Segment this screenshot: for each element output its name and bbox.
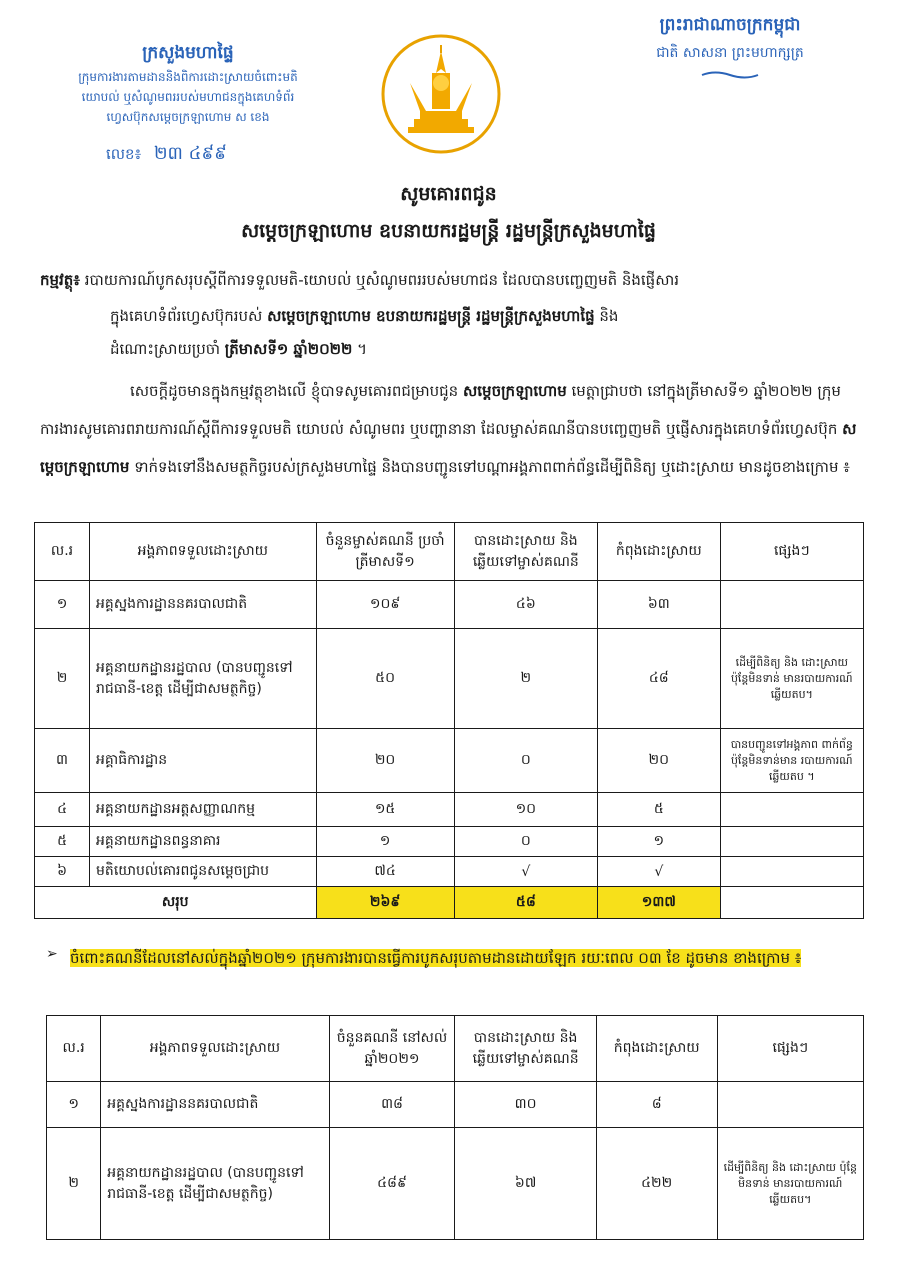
table-row [35, 629, 864, 729]
bullet-paragraph [70, 942, 870, 974]
col-pending: កំពុងដោះស្រាយ [598, 523, 721, 581]
body-text-1: សេចក្តីដូចមានក្នុងកម្មវត្ថុខាងលើ ខ្ញុំបាទសូមគោរពជម្រាបជូន [130, 382, 459, 400]
table-row [35, 729, 864, 793]
cell-accounts: ១០៩ [316, 581, 454, 629]
cell-resolved: ៣០ [455, 1082, 596, 1128]
cell-unit: អគ្គនាយកដ្ឋានរដ្ឋបាល (បានបញ្ជូនទៅរាជធានី-ខេត្ត ដើម្បីជាសមត្ថកិច្ច) [101, 1128, 329, 1240]
ministry-sub-3: ហ្វេសប៊ុកសម្តេចក្រឡាហោម ស ខេង [106, 110, 270, 124]
ministry-sub-2: យោបល់ ឬសំណូមពររបស់មហាជនក្នុងគេហទំព័រ [81, 90, 295, 104]
cell-resolved: ០ [454, 827, 597, 857]
ref-label: លេខ៖ [106, 145, 142, 163]
bullet-text: ចំពោះគណនីដែលនៅសល់ក្នុងឆ្នាំ២០២១ ក្រុមការងារបានធ្វើការបូកសរុបតាមដានដោយឡែក រយៈពេល ០៣ ខែ ដូចមាន ខាងក្រោម ៖ [70, 949, 802, 967]
cell-unit: មតិយោបល់គោរពជូនសម្តេចជ្រាប [90, 857, 316, 887]
col-no: ល.រ [35, 523, 90, 581]
table-row [47, 1128, 864, 1240]
col-other: ផ្សេងៗ [717, 1016, 863, 1082]
col-unit: អង្គភាពទទួលដោះស្រាយ [90, 523, 316, 581]
subject-line-3b: ត្រីមាសទី១ ឆ្នាំ២០២២ [224, 340, 353, 358]
cell-unit: អគ្គនាយកដ្ឋានពន្ធនាគារ [90, 827, 316, 857]
col-no: ល.រ [47, 1016, 101, 1082]
total-label: សរុប [35, 887, 317, 919]
subject-block [40, 262, 860, 364]
body-text-2: មេត្តាជ្រាបថា នៅក្នុងត្រីមាសទី១ ឆ្នាំ២០២២ ក្រុមការងារសូមគោរពរាយការណ៍ស្តីពីការទទួលមតិ យោបល់ សំណូមពរ ឬបញ្ហានានា ដែលម្ចាស់គណនីបានបញ្ចេញមតិ ឬផ្ញើសារក្នុងគេហទំព័រហ្វេសប៊ុក [40, 382, 841, 438]
table-header-row [47, 1016, 864, 1082]
cell-other: ដើម្បីពិនិត្យ និង ដោះស្រាយ ប៉ុន្តែមិនទាន់ មានរបាយការណ៍ឆ្លើយតប។ [717, 1128, 863, 1240]
kingdom-header [600, 14, 860, 80]
cell-pending: ៥ [598, 793, 721, 827]
subject-line-2c: និង [594, 307, 619, 325]
cell-unit: អគ្គាធិការដ្ឋាន [90, 729, 316, 793]
cell-pending: ១ [598, 827, 721, 857]
subject-line-2a: ក្នុងគេហទំព័រហ្វេសប៊ុករបស់ [110, 307, 268, 325]
body-bold-1: សម្តេចក្រឡាហោម [463, 382, 567, 400]
cell-pending: ៨ [596, 1082, 717, 1128]
cell-accounts: ១៥ [316, 793, 454, 827]
cell-unit: អគ្គនាយកដ្ឋានអត្តសញ្ញាណកម្ម [90, 793, 316, 827]
cell-pending: ៤២២ [596, 1128, 717, 1240]
addressee: សម្តេចក្រឡាហោម ឧបនាយករដ្ឋមន្ត្រី រដ្ឋមន្ត្រីក្រសួងមហាផ្ទៃ [241, 220, 656, 242]
report-table-2021 [46, 1015, 864, 1240]
subject-line-2b: សម្តេចក្រឡាហោម ឧបនាយករដ្ឋមន្ត្រី រដ្ឋមន្ត្រីក្រសួងមហាផ្ទៃ [267, 307, 595, 325]
body-bold-2: សម្តេចក្រឡាហោម [40, 420, 857, 476]
cell-resolved: ២ [454, 629, 597, 729]
reference-number [58, 141, 318, 168]
subject-line-3c: ។ [352, 340, 368, 358]
cell-other [720, 793, 863, 827]
table-row [35, 581, 864, 629]
royal-emblem-icon [380, 33, 502, 155]
body-paragraph [40, 372, 860, 486]
report-table-q1 [34, 522, 864, 919]
cell-resolved: ៦៧ [455, 1128, 596, 1240]
col-accounts: ចំនួនម្ចាស់គណនី ប្រចាំត្រីមាសទី១ [316, 523, 454, 581]
col-accounts: ចំនួនគណនី នៅសល់ ឆ្នាំ២០២១ [329, 1016, 455, 1082]
cell-other: បានបញ្ជូនទៅអង្គភាព ពាក់ព័ន្ធ ប៉ុន្តែមិនទាន់មាន របាយការណ៍ឆ្លើយតប ។ [720, 729, 863, 793]
table-total-row [35, 887, 864, 919]
total-accounts: ២៦៩ [316, 887, 454, 919]
cell-no: ៦ [35, 857, 90, 887]
cell-no: ៣ [35, 729, 90, 793]
col-resolved: បានដោះស្រាយ និង ឆ្លើយទៅម្ចាស់គណនី [455, 1016, 596, 1082]
cell-no: ១ [35, 581, 90, 629]
subject-line-2 [40, 298, 860, 334]
cell-accounts: ២០ [316, 729, 454, 793]
cell-no: ៤ [35, 793, 90, 827]
cell-other [720, 857, 863, 887]
total-pending: ១៣៧ [598, 887, 721, 919]
cell-pending: ៤៨ [598, 629, 721, 729]
col-pending: កំពុងដោះស្រាយ [596, 1016, 717, 1082]
total-resolved: ៥៨ [454, 887, 597, 919]
table-row [35, 827, 864, 857]
table-row [47, 1082, 864, 1128]
col-resolved: បានដោះស្រាយ និង ឆ្លើយទៅម្ចាស់គណនី [454, 523, 597, 581]
subject-line-3 [40, 334, 860, 364]
ministry-sub-1: ក្រុមការងារតាមដាននិងពិការដោះស្រាយចំពោះមតិ [78, 70, 298, 84]
ministry-header [58, 42, 318, 168]
cell-resolved: √ [454, 857, 597, 887]
cell-unit: អគ្គស្នងការដ្ឋាននគរបាលជាតិ [101, 1082, 329, 1128]
salutation: សូមគោរពជូន [400, 183, 497, 205]
cell-unit: អគ្គនាយកដ្ឋានរដ្ឋបាល (បានបញ្ជូនទៅរាជធានី-ខេត្ត ដើម្បីជាសមត្ថកិច្ច) [90, 629, 316, 729]
bullet-arrow-icon: ➢ [46, 946, 58, 962]
table-row [35, 793, 864, 827]
table-row [35, 857, 864, 887]
cell-accounts: ៣៨ [329, 1082, 455, 1128]
cell-resolved: ០ [454, 729, 597, 793]
cell-pending: ២០ [598, 729, 721, 793]
body-text-3: ទាក់ទងទៅនឹងសមត្ថកិច្ចរបស់ក្រសួងមហាផ្ទៃ និងបានបញ្ជូនទៅបណ្តាអង្គភាពពាក់ព័ន្ធដើម្បីពិនិត្យ ឬដោះស្រាយ មានដូចខាងក្រោម ៖ [134, 458, 850, 476]
col-unit: អង្គភាពទទួលដោះស្រាយ [101, 1016, 329, 1082]
cell-other [720, 827, 863, 857]
cell-unit: អគ្គស្នងការដ្ឋាននគរបាលជាតិ [90, 581, 316, 629]
cell-no: ២ [35, 629, 90, 729]
national-motto: ជាតិ សាសនា ព្រះមហាក្សត្រ [656, 45, 804, 61]
subject-line-3a: ដំណោះស្រាយប្រចាំ [110, 340, 225, 358]
cell-pending: √ [598, 857, 721, 887]
total-other [720, 887, 863, 919]
cell-resolved: ១០ [454, 793, 597, 827]
cell-resolved: ៤៦ [454, 581, 597, 629]
cell-accounts: ៥០ [316, 629, 454, 729]
cell-other [720, 581, 863, 629]
kingdom-name: ព្រះរាជាណាចក្រកម្ពុជា [659, 15, 801, 35]
ministry-name: ក្រសួងមហាផ្ទៃ [142, 43, 234, 63]
cell-pending: ៦៣ [598, 581, 721, 629]
subject-label: កម្មវត្ថុ៖ [40, 271, 80, 289]
subject-line-1: របាយការណ៍បូកសរុបស្តីពីការទទួលមតិ-យោបល់ ឬសំណូមពររបស់មហាជន ដែលបានបញ្ចេញមតិ និងផ្ញើសារ [84, 271, 680, 289]
cell-no: ៥ [35, 827, 90, 857]
cell-other [717, 1082, 863, 1128]
cell-accounts: ៤៨៩ [329, 1128, 455, 1240]
cell-accounts: ៧៤ [316, 857, 454, 887]
cell-no: ១ [47, 1082, 101, 1128]
ornament-icon [700, 70, 760, 80]
cell-other: ដើម្បីពិនិត្យ និង ដោះស្រាយ ប៉ុន្តែមិនទាន់ មានរបាយការណ៍ឆ្លើយតប។ [720, 629, 863, 729]
col-other: ផ្សេងៗ [720, 523, 863, 581]
ref-value: ២៣ ៤៩៩ [153, 143, 227, 164]
cell-accounts: ១ [316, 827, 454, 857]
table-header-row [35, 523, 864, 581]
cell-no: ២ [47, 1128, 101, 1240]
